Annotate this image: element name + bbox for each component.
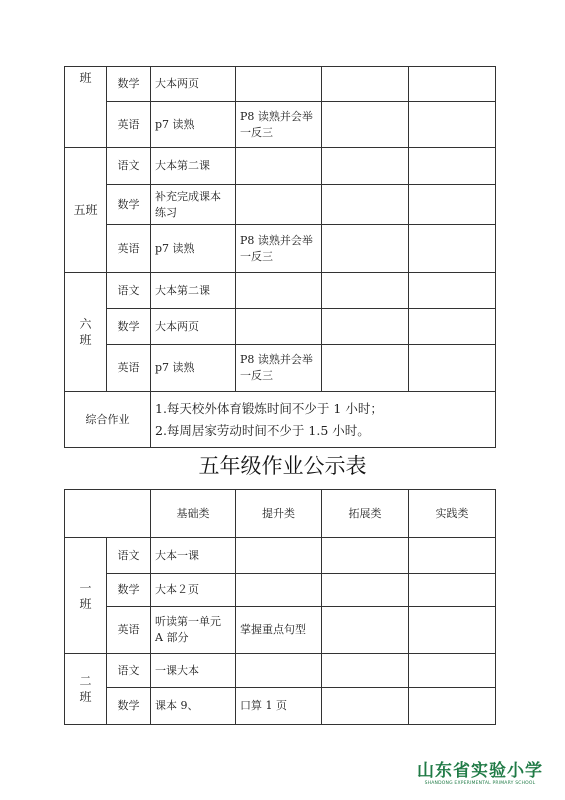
advanced-cell [236,654,322,688]
class-name-cell [65,654,107,725]
class-name-line: 六 [79,317,92,331]
practice-cell [409,345,496,392]
extension-cell [322,538,409,574]
extension-cell [322,688,409,725]
class-name-line: 二 [79,674,92,688]
class-name-cell [65,273,107,392]
subject-cell: 数学 [107,67,151,102]
basic-cell: 大本２页 [151,574,236,607]
class-name-cell: 班 [65,67,107,148]
class-name-cell [65,538,107,654]
extension-cell [322,345,409,392]
subject-cell: 数学 [107,574,151,607]
advanced-cell: P8 读熟并会举一反三 [236,345,322,392]
school-logo-cn: 山东省实验小学 [417,761,543,781]
advanced-cell [236,273,322,309]
extension-cell [322,148,409,185]
class-name-cell: 五班 [65,148,107,273]
advanced-cell [236,67,322,102]
basic-cell: 大本两页 [151,309,236,345]
header-basic: 基础类 [151,490,236,538]
practice-cell [409,574,496,607]
practice-cell [409,607,496,654]
advanced-cell [236,309,322,345]
class-name-line: 一 [79,580,92,595]
comprehensive-item: 2.每周居家劳动时间不少于 1.5 小时。 [155,422,370,438]
basic-cell: p7 读熟 [151,102,236,148]
advanced-cell: 口算 1 页 [236,688,322,725]
practice-cell [409,148,496,185]
basic-cell: 课本 9、 [151,688,236,725]
subject-cell: 英语 [107,345,151,392]
homework-table-part1 [64,66,496,448]
extension-cell [322,654,409,688]
extension-cell [322,185,409,225]
extension-cell [322,607,409,654]
grade5-title: 五年级作业公示表 [198,454,367,478]
advanced-cell [236,538,322,574]
subject-cell: 英语 [107,607,151,654]
practice-cell [409,309,496,345]
advanced-cell: P8 读熟并会举一反三 [236,102,322,148]
comprehensive-item: 1.每天校外体育锻炼时间不少于 1 小时； [155,400,383,416]
homework-table-grade5 [64,489,496,725]
school-logo-en: SHANDONG EXPERIMENTAL PRIMARY SCHOOL [424,781,536,786]
extension-cell [322,225,409,273]
class-name-line: 班 [79,596,92,611]
subject-cell: 数学 [107,185,151,225]
basic-cell: 听读第一单元 A 部分 [151,607,236,654]
header-blank [65,490,151,538]
extension-cell [322,67,409,102]
advanced-cell: 掌握重点句型 [236,607,322,654]
basic-cell: 大本两页 [151,67,236,102]
practice-cell [409,538,496,574]
practice-cell [409,102,496,148]
basic-cell: 大本一课 [151,538,236,574]
basic-cell: 补充完成课本练习 [151,185,236,225]
comprehensive-label: 综合作业 [65,392,151,448]
extension-cell [322,102,409,148]
subject-cell: 语文 [107,654,151,688]
school-logo [417,756,543,786]
basic-cell: p7 读熟 [151,345,236,392]
practice-cell [409,688,496,725]
subject-cell: 英语 [107,225,151,273]
basic-cell: 一课大本 [151,654,236,688]
practice-cell [409,654,496,688]
subject-cell: 语文 [107,148,151,185]
practice-cell [409,67,496,102]
subject-cell: 语文 [107,273,151,309]
subject-cell: 数学 [107,688,151,725]
extension-cell [322,309,409,345]
practice-cell [409,225,496,273]
extension-cell [322,273,409,309]
advanced-cell [236,574,322,607]
practice-cell [409,185,496,225]
advanced-cell [236,185,322,225]
comprehensive-content [151,392,496,448]
subject-cell: 英语 [107,102,151,148]
advanced-cell [236,148,322,185]
basic-cell: p7 读熟 [151,225,236,273]
header-advanced: 提升类 [236,490,322,538]
subject-cell: 语文 [107,538,151,574]
basic-cell: 大本第二课 [151,273,236,309]
extension-cell [322,574,409,607]
subject-cell: 数学 [107,309,151,345]
practice-cell [409,273,496,309]
class-name-line: 班 [79,690,92,704]
header-practice: 实践类 [409,490,496,538]
advanced-cell: P8 读熟并会举一反三 [236,225,322,273]
basic-cell: 大本第二课 [151,148,236,185]
class-name-line: 班 [79,333,92,347]
header-extension: 拓展类 [322,490,409,538]
